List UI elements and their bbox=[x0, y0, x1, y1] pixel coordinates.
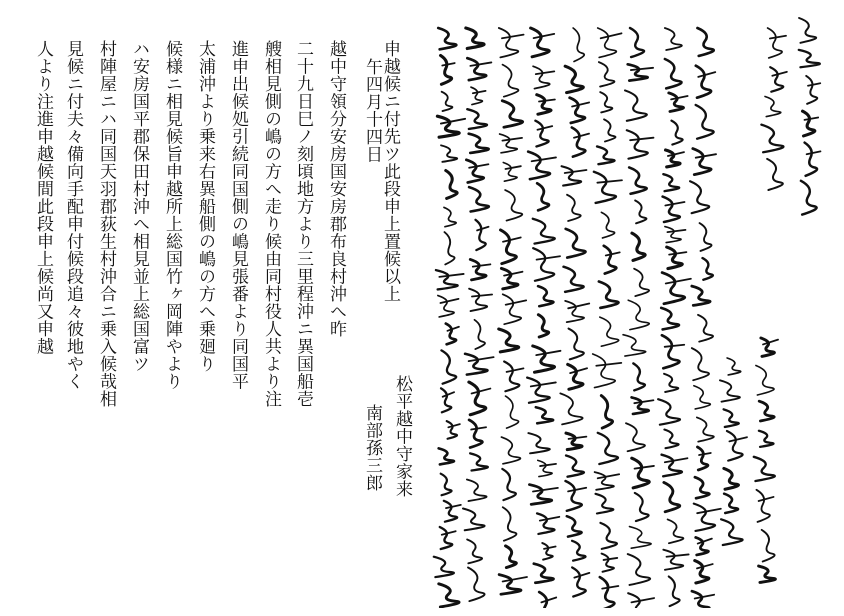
text-line-6: 進申出候処引続同国側の嶋見張番より同国平 bbox=[228, 40, 248, 390]
text-line-8: 候様ニ相見候旨申越所上総国竹ヶ岡陣やより bbox=[162, 40, 182, 390]
text-line-3: 越中守領分安房国安房郡布良村沖へ昨 bbox=[326, 40, 346, 338]
text-line-10: 村陣屋ニハ同国天羽郡荻生村沖合ニ乗入候哉相 bbox=[96, 40, 116, 408]
text-line-12: 人より注進申越候間此段申上候尚又申越 bbox=[33, 40, 53, 355]
text-line-5: 艘相見側の嶋の方へ走り候由同村役人共より注 bbox=[261, 40, 281, 408]
text-line-7: 太浦沖より乗来右異船側の嶋の方へ乗廻り bbox=[195, 40, 215, 373]
sender-name: 南部孫三郎 bbox=[362, 404, 382, 492]
text-line-9: ハ安房国平郡保田村沖へ相見並上総国富ツ bbox=[129, 40, 149, 373]
text-line-4: 二十九日巳ノ刻頃地方より三里程沖ニ異国船壱 bbox=[293, 40, 313, 408]
date-line: 午四月十四日 bbox=[362, 58, 382, 163]
text-line-1: 申越候ニ付先ツ此段申上置候以上 bbox=[380, 40, 400, 303]
handwritten-cursive-manuscript-icon bbox=[430, 8, 838, 608]
manuscript-image bbox=[430, 8, 838, 608]
sender-label: 松平越中守家来 bbox=[392, 375, 412, 498]
text-line-11: 見候ニ付夫々備向手配申付候段追々彼地やく bbox=[63, 40, 83, 390]
